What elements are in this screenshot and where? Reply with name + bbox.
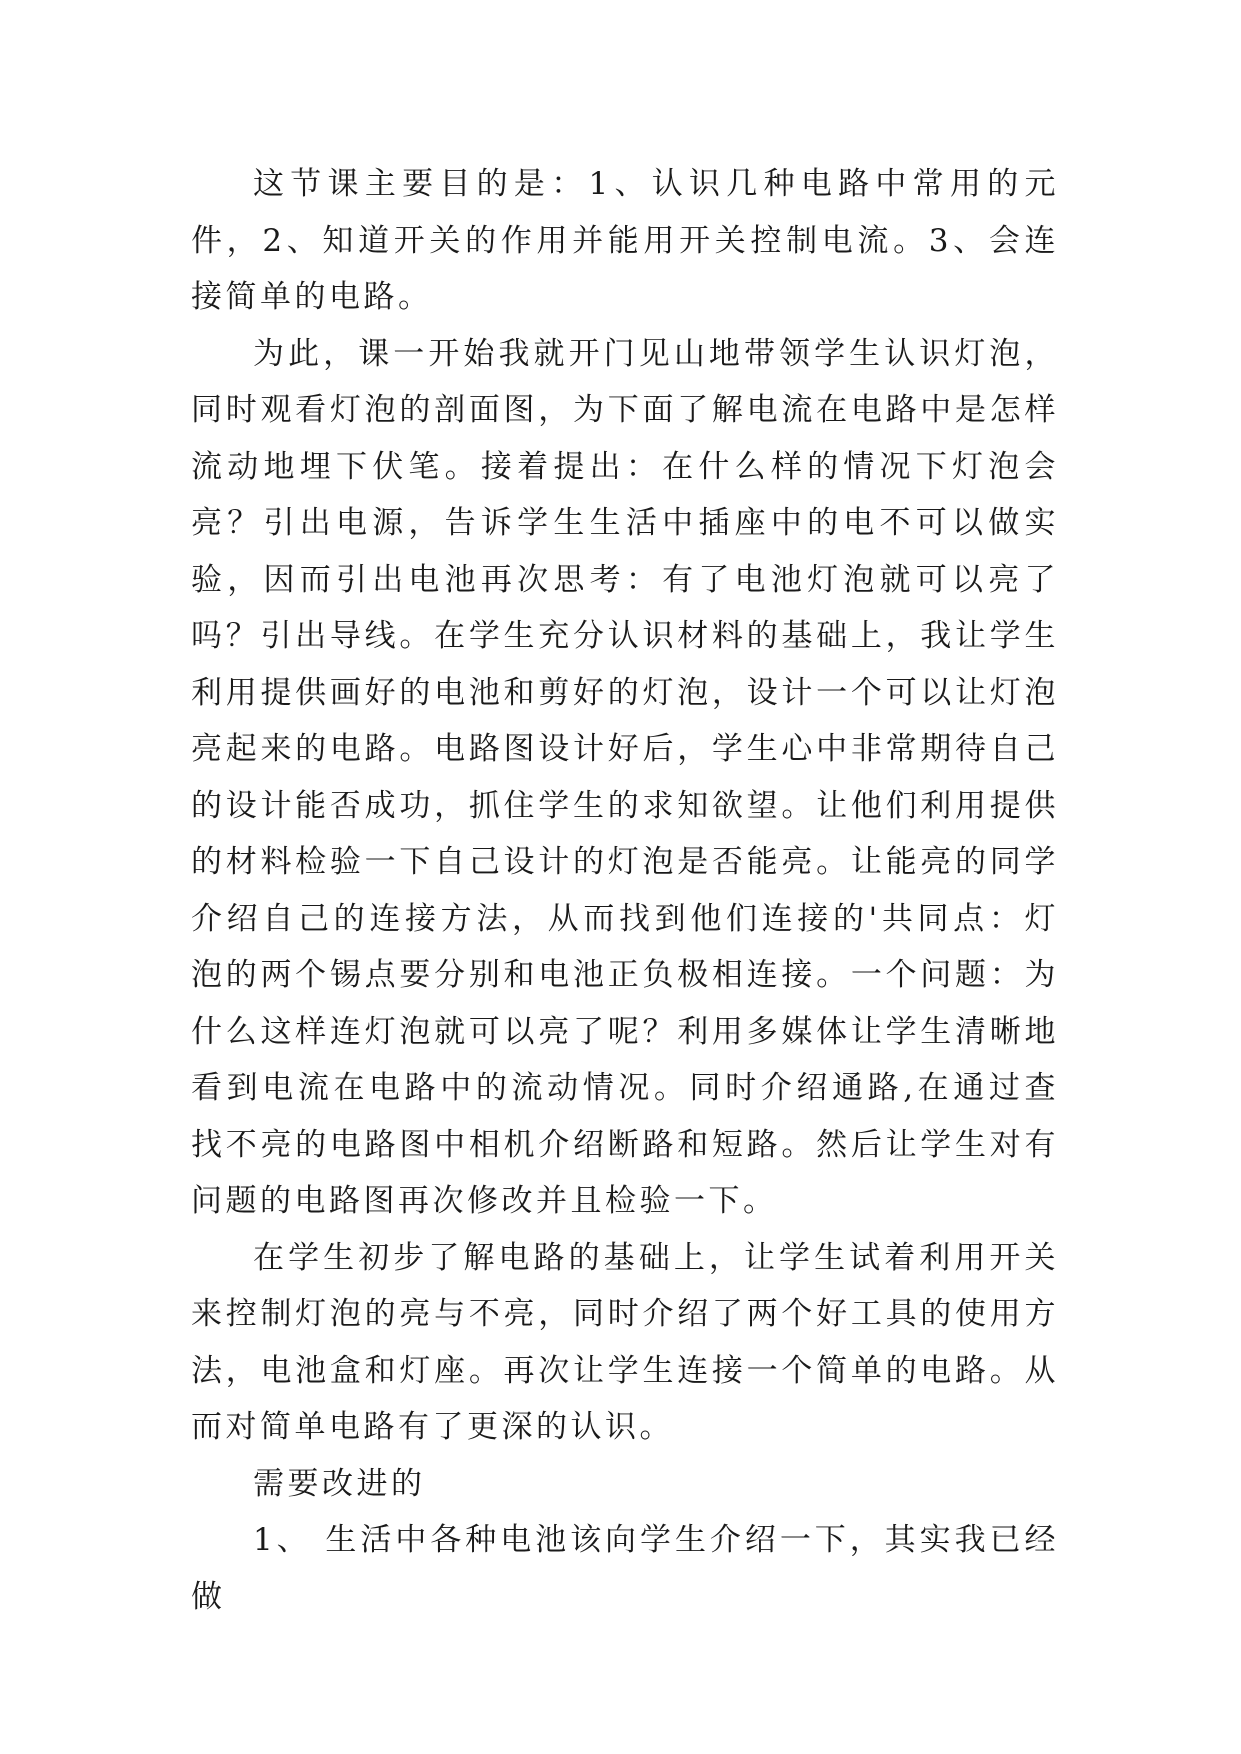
document-body (191, 156, 1059, 1625)
paragraph-lesson-process: 为此，课一开始我就开门见山地带领学生认识灯泡，同时观看灯泡的剖面图，为下面了解电流在电路中是怎样流动地埋下伏笔。接着提出：在什么样的情况下灯泡会亮？引出电源，告诉学生生活中插座中的电不可以做实验，因而引出电池再次思考：有了电池灯泡就可以亮了吗？引出导线。在学生充分认识材料的基础上，我让学生利用提供画好的电池和剪好的灯泡，设计一个可以让灯泡亮起来的电路。电路图设计好后，学生心中非常期待自己的设计能否成功，抓住学生的求知欲望。让他们利用提供的材料检验一下自己设计的灯泡是否能亮。让能亮的同学介绍自己的连接方法，从而找到他们连接的'共同点：灯泡的两个锡点要分别和电池正负极相连接。一个问题：为什么这样连灯泡就可以亮了呢？利用多媒体让学生清晰地看到电流在电路中的流动情况。同时介绍通路,在通过查找不亮的电路图中相机介绍断路和短路。然后让学生对有问题的电路图再次修改并且检验一下。 (191, 335, 1059, 1219)
paragraph-switch-control: 在学生初步了解电路的基础上，让学生试着利用开关来控制灯泡的亮与不亮，同时介绍了两个好工具的使用方法，电池盒和灯座。再次让学生连接一个简单的电路。从而对简单电路有了更深的认识。 (191, 1239, 1059, 1445)
paragraph-improvement-item-1: 1、 生活中各种电池该向学生介绍一下，其实我已经做 (191, 1522, 1059, 1615)
paragraph-improvements-heading: 需要改进的 (253, 1465, 426, 1502)
paragraph-objectives: 这节课主要目的是：1、认识几种电路中常用的元件，2、知道开关的作用并能用开关控制电流。3、会连接简单的电路。 (191, 166, 1059, 315)
